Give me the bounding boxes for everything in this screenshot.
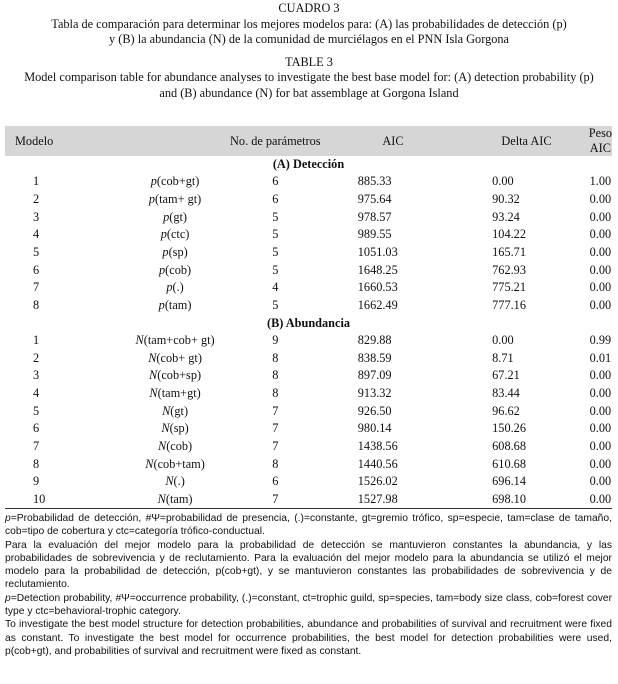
notes-en-definitions bbox=[5, 592, 612, 619]
model-number: 6 bbox=[33, 421, 40, 436]
model-peso-aic: 0.00 bbox=[589, 385, 612, 400]
table-row bbox=[5, 191, 612, 209]
model-prefix: N bbox=[157, 492, 166, 507]
model-prefix: N bbox=[149, 368, 158, 383]
notes-en-p: p bbox=[5, 592, 11, 604]
model-delta-aic: 698.10 bbox=[464, 491, 589, 509]
caption-es-label: CUADRO 3 bbox=[278, 1, 340, 15]
model-aic: 975.64 bbox=[357, 192, 392, 207]
model-number: 10 bbox=[5, 491, 121, 509]
model-prefix: N bbox=[161, 421, 170, 436]
model-peso-aic: 0.00 bbox=[589, 245, 612, 260]
model-aic: 885.33 bbox=[357, 174, 392, 189]
caption-en-label: TABLE 3 bbox=[285, 54, 333, 69]
model-params: 4 bbox=[272, 280, 279, 295]
header-delta-aic: Delta AIC bbox=[501, 133, 552, 148]
caption-en-line1: Model comparison table for abundance analyses to investigate the best base model for: (A) detection probability (p) bbox=[24, 70, 594, 84]
model-params: 5 bbox=[272, 298, 279, 313]
model-prefix: p bbox=[162, 245, 169, 260]
model-prefix: p bbox=[150, 174, 157, 189]
caption-english bbox=[0, 55, 618, 102]
model-number: 1 bbox=[33, 332, 40, 347]
model-formula: N(cob+tam) bbox=[145, 456, 205, 471]
model-aic: 1662.49 bbox=[357, 298, 398, 313]
model-formula: N(cob) bbox=[157, 438, 193, 453]
table-row bbox=[5, 349, 612, 367]
table-row bbox=[5, 173, 612, 191]
model-number: 7 bbox=[33, 438, 40, 453]
model-peso-aic: 0.00 bbox=[589, 280, 612, 295]
model-number: 3 bbox=[33, 368, 40, 383]
model-params: 7 bbox=[272, 438, 279, 453]
model-params: 7 bbox=[229, 491, 322, 509]
model-aic: 1526.02 bbox=[357, 474, 398, 489]
table-row bbox=[5, 208, 612, 226]
model-delta-aic: 762.93 bbox=[492, 262, 526, 277]
model-formula: p(tam) bbox=[158, 298, 192, 313]
model-formula: p(.) bbox=[166, 280, 184, 295]
model-prefix: N bbox=[149, 385, 158, 400]
model-delta-aic: 67.21 bbox=[492, 368, 520, 383]
model-peso-aic: 0.00 bbox=[589, 209, 612, 224]
model-formula: N(sp) bbox=[161, 421, 189, 436]
model-number: 1 bbox=[33, 174, 40, 189]
caption-es-line2: y (B) la abundancia (N) de la comunidad de murciélagos en el PNN Isla Gorgona bbox=[109, 32, 509, 46]
table-row bbox=[5, 473, 612, 491]
notes-en-text: To investigate the best model structure for detection probabilities, abundance and probabilities of survival and recruitment were fixed as constant. To investigate the best model for occurrence probabilities, the best model for detection probabilities were used, p(cob+gt), and probabilities of survival and recruitment were fixed as constant. bbox=[5, 619, 612, 657]
table-row bbox=[5, 455, 612, 473]
model-params: 5 bbox=[272, 262, 279, 277]
model-params: 8 bbox=[272, 368, 279, 383]
header-empty bbox=[121, 126, 229, 156]
model-formula: N(tam+cob+ gt) bbox=[135, 332, 215, 347]
model-peso-aic: 0.00 bbox=[589, 192, 612, 207]
model-formula: N(.) bbox=[165, 474, 185, 489]
model-aic: 989.55 bbox=[357, 227, 392, 242]
section-row-a bbox=[5, 156, 612, 173]
model-delta-aic: 0.00 bbox=[492, 174, 514, 189]
model-aic: 1648.25 bbox=[357, 262, 398, 277]
model-number: 2 bbox=[33, 192, 40, 207]
notes-es-definitions bbox=[5, 512, 612, 539]
model-delta-aic: 104.22 bbox=[492, 227, 526, 242]
model-peso-aic: 0.00 bbox=[589, 438, 612, 453]
model-aic: 926.50 bbox=[357, 403, 392, 418]
model-delta-aic: 96.62 bbox=[492, 403, 520, 418]
model-params: 6 bbox=[272, 192, 279, 207]
model-delta-aic: 8.71 bbox=[492, 350, 514, 365]
model-number: 6 bbox=[33, 262, 40, 277]
table-body bbox=[5, 156, 612, 509]
model-number: 3 bbox=[33, 209, 40, 224]
model-delta-aic: 150.26 bbox=[492, 421, 526, 436]
model-delta-aic: 777.16 bbox=[492, 298, 526, 313]
model-aic: 1440.56 bbox=[357, 456, 398, 471]
model-aic: 897.09 bbox=[357, 368, 392, 383]
model-aic: 913.32 bbox=[357, 385, 392, 400]
header-parametros: No. de parámetros bbox=[230, 133, 321, 148]
table-row bbox=[5, 297, 612, 315]
model-peso-aic: 0.00 bbox=[589, 491, 612, 509]
table-row bbox=[5, 226, 612, 244]
model-formula: p(cob) bbox=[159, 262, 192, 277]
model-aic: 1660.53 bbox=[357, 280, 398, 295]
model-delta-aic: 90.32 bbox=[492, 192, 520, 207]
model-prefix: p bbox=[163, 209, 170, 224]
model-params: 8 bbox=[272, 385, 279, 400]
model-number: 8 bbox=[33, 456, 40, 471]
model-delta-aic: 93.24 bbox=[492, 209, 520, 224]
model-peso-aic: 0.00 bbox=[589, 421, 612, 436]
model-peso-aic: 0.00 bbox=[589, 403, 612, 418]
model-formula: N(tam+gt) bbox=[149, 385, 201, 400]
table-row bbox=[5, 438, 612, 456]
model-params: 9 bbox=[272, 332, 279, 347]
model-params: 6 bbox=[272, 474, 279, 489]
model-delta-aic: 83.44 bbox=[492, 385, 520, 400]
table-row bbox=[5, 420, 612, 438]
model-aic: 1051.03 bbox=[357, 245, 398, 260]
model-params: 8 bbox=[272, 456, 279, 471]
model-number: 8 bbox=[33, 298, 40, 313]
page bbox=[0, 1, 618, 684]
model-number: 5 bbox=[33, 245, 40, 260]
table-row bbox=[5, 261, 612, 279]
model-formula: N(gt) bbox=[162, 403, 189, 418]
table-row bbox=[5, 402, 612, 420]
model-prefix: p bbox=[148, 192, 156, 207]
model-params: 5 bbox=[272, 209, 279, 224]
table-row bbox=[5, 332, 612, 350]
table-row bbox=[5, 385, 612, 403]
model-formula: p(tam+ gt) bbox=[148, 192, 202, 207]
model-formula: p(cob+gt) bbox=[150, 174, 200, 189]
model-prefix: p bbox=[160, 227, 167, 242]
model-comparison-table bbox=[5, 126, 612, 509]
table-header-row bbox=[5, 126, 612, 156]
model-formula: N(cob+ gt) bbox=[148, 350, 202, 365]
notes-es-p: p bbox=[5, 513, 11, 524]
model-delta-aic: 775.21 bbox=[492, 280, 526, 295]
model-peso-aic: 0.00 bbox=[589, 456, 612, 471]
model-number: 5 bbox=[33, 403, 40, 418]
table-notes bbox=[5, 512, 612, 658]
model-peso-aic: 0.00 bbox=[589, 262, 612, 277]
table-row bbox=[5, 279, 612, 297]
model-aic: 978.57 bbox=[357, 209, 392, 224]
model-peso-aic: 0.00 bbox=[589, 368, 612, 383]
model-prefix: N bbox=[135, 332, 144, 347]
model-formula: N(tam) bbox=[121, 491, 229, 509]
model-params: 5 bbox=[272, 227, 279, 242]
table-row bbox=[5, 244, 612, 262]
model-prefix: p bbox=[158, 298, 165, 313]
model-delta-aic: 0.00 bbox=[492, 332, 514, 347]
model-delta-aic: 610.68 bbox=[492, 456, 526, 471]
header-modelo: Modelo bbox=[15, 133, 54, 148]
model-prefix: N bbox=[157, 438, 167, 453]
model-peso-aic: 0.99 bbox=[589, 332, 612, 347]
model-prefix: N bbox=[165, 474, 174, 489]
model-prefix: p bbox=[159, 262, 166, 277]
model-formula: p(sp) bbox=[162, 245, 188, 260]
model-formula: p(ctc) bbox=[160, 227, 190, 242]
header-peso-aic: Peso AIC bbox=[588, 126, 612, 155]
model-prefix: N bbox=[148, 350, 157, 365]
model-aic: 1438.56 bbox=[357, 438, 398, 453]
caption-es-line1: Tabla de comparación para determinar los mejores modelos para: (A) las probabilidades de detección (p) bbox=[51, 16, 567, 31]
section-row-b bbox=[5, 315, 612, 332]
model-params: 7 bbox=[272, 403, 279, 418]
model-formula: p(gt) bbox=[163, 209, 188, 224]
model-number: 7 bbox=[33, 280, 40, 295]
model-peso-aic: 0.00 bbox=[589, 474, 612, 489]
model-formula: N(cob+sp) bbox=[149, 368, 202, 383]
notes-es-definitions-text: =Probabilidad de detección, #Ψ=probabilidad de presencia, (.)=constante, gt=gremio trófico, sp=especie, tam=clase de tamaño, cob=tipo de cobertura y ctc=categoría trófico-conductual. bbox=[5, 513, 612, 538]
model-params: 6 bbox=[272, 174, 279, 189]
caption-spanish bbox=[0, 1, 618, 48]
model-aic: 829.88 bbox=[357, 332, 392, 347]
notes-en-definitions-text: =Detection probability, #Ψ=occurrence probability, (.)=constant, ct=trophic guild, sp=species, tam=body size class, cob=forest cover type y ctc=behavioral-trophic category. bbox=[5, 592, 612, 618]
model-delta-aic: 165.71 bbox=[492, 245, 526, 260]
model-peso-aic: 0.00 bbox=[589, 298, 612, 313]
caption-en-line2: and (B) abundance (N) for bat assemblage at Gorgona Island bbox=[159, 85, 459, 100]
model-params: 8 bbox=[272, 350, 279, 365]
model-params: 5 bbox=[272, 245, 279, 260]
table-row bbox=[5, 367, 612, 385]
model-aic: 838.59 bbox=[357, 350, 392, 365]
model-number: 4 bbox=[33, 385, 40, 400]
model-number: 2 bbox=[33, 350, 40, 365]
model-peso-aic: 0.01 bbox=[589, 350, 612, 365]
model-prefix: N bbox=[162, 403, 171, 418]
model-delta-aic: 608.68 bbox=[492, 438, 526, 453]
model-delta-aic: 696.14 bbox=[492, 474, 526, 489]
model-number: 9 bbox=[33, 474, 40, 489]
model-aic: 980.14 bbox=[357, 421, 392, 436]
model-peso-aic: 0.00 bbox=[589, 227, 612, 242]
model-peso-aic: 1.00 bbox=[589, 174, 612, 189]
section-label-a: (A) Detección bbox=[272, 157, 345, 171]
model-params: 7 bbox=[272, 421, 279, 436]
model-number: 4 bbox=[33, 227, 40, 242]
header-aic: AIC bbox=[382, 133, 404, 148]
section-label-b: (B) Abundancia bbox=[266, 315, 351, 330]
model-aic: 1527.98 bbox=[322, 491, 464, 509]
notes-es-text: Para la evaluación del mejor modelo para la probabilidad de detección se mantuvieron constantes la abundancia, y las probabilidades de sobrevivencia y de reclutamiento. Para la evaluación del mejor modelo para la abundancia se utilizó el mejor modelo para la probabilidad de detección, p(cob+gt), y se mantuvieron constantes las probabilidades de sobrevivencia y de reclutamiento. bbox=[5, 539, 612, 591]
model-prefix: N bbox=[145, 456, 154, 471]
table-row bbox=[5, 491, 612, 509]
model-prefix: p bbox=[166, 280, 173, 295]
